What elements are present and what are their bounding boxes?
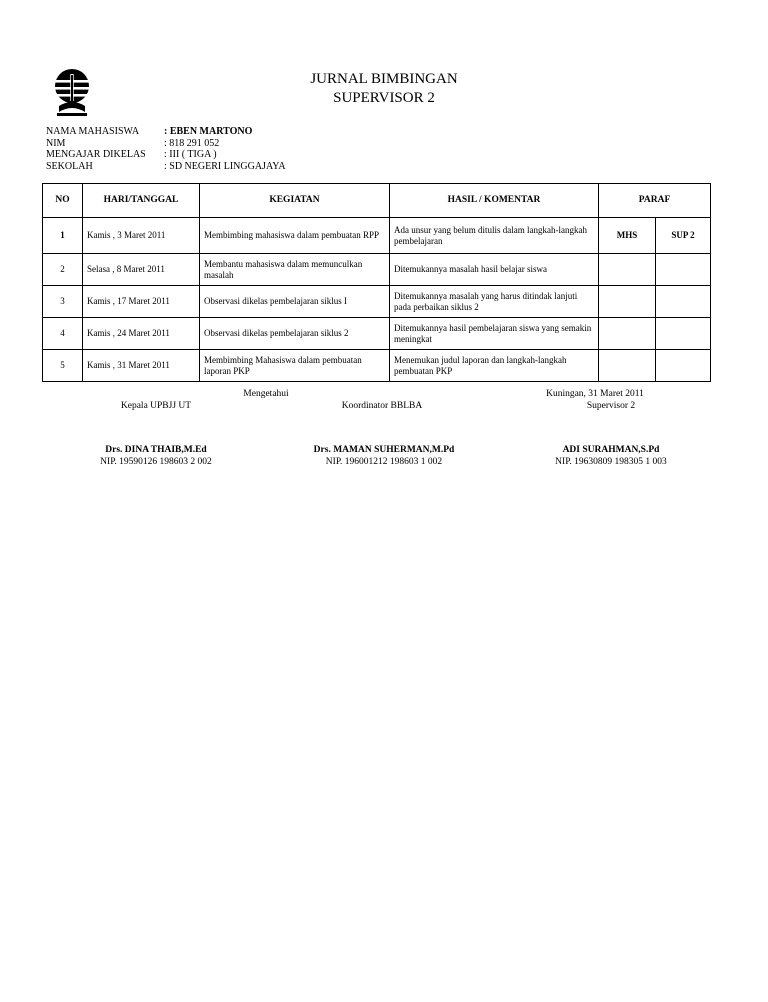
cell-date: Kamis , 17 Maret 2011 — [83, 286, 200, 318]
header-sup: SUP 2 — [656, 218, 711, 254]
middle-role: Koordinator BBLBA — [341, 401, 423, 411]
table-row — [43, 286, 711, 318]
cell-date: Kamis , 3 Maret 2011 — [83, 218, 200, 254]
cell-paraf-mhs — [599, 318, 656, 350]
cell-date: Selasa , 8 Maret 2011 — [83, 254, 200, 286]
title-line-1: JURNAL BIMBINGAN — [310, 71, 458, 87]
header-no: NO — [43, 184, 83, 218]
cell-activity: Membantu mahasiswa dalam memunculkan masalah — [200, 254, 390, 286]
middle-signer-nip: NIP. 196001212 198603 1 002 — [325, 457, 443, 467]
acknowledged-note: Mengetahui — [243, 389, 289, 399]
student-info — [46, 126, 286, 172]
cell-no: 5 — [43, 350, 83, 382]
journal-table — [42, 183, 711, 382]
cell-paraf-sup — [656, 350, 711, 382]
university-logo-icon — [51, 68, 93, 118]
cell-no: 1 — [43, 218, 83, 254]
cell-result: Menemukan judul laporan dan langkah-langkah pembuatan PKP — [390, 350, 599, 382]
cell-no: 2 — [43, 254, 83, 286]
info-value: : SD NEGERI LINGGAJAYA — [164, 160, 286, 172]
left-role: Kepala UPBJJ UT — [120, 401, 192, 411]
left-signer-name: Drs. DINA THAIB,M.Ed — [105, 445, 207, 455]
cell-activity: Observasi dikelas pembelajaran siklus 2 — [200, 318, 390, 350]
table-row — [43, 350, 711, 382]
cell-paraf-sup — [656, 286, 711, 318]
cell-date: Kamis , 24 Maret 2011 — [83, 318, 200, 350]
header-date: HARI/TANGGAL — [83, 184, 200, 218]
cell-paraf-sup — [656, 318, 711, 350]
info-label: NIM — [46, 137, 66, 149]
header-activity: KEGIATAN — [200, 184, 390, 218]
info-label: SEKOLAH — [46, 160, 93, 172]
cell-paraf-sup — [656, 254, 711, 286]
table-header-row — [43, 184, 711, 218]
table-row — [43, 254, 711, 286]
info-row-class — [46, 149, 286, 161]
title-line-2: SUPERVISOR 2 — [333, 90, 435, 106]
cell-paraf-mhs — [599, 286, 656, 318]
cell-no: 3 — [43, 286, 83, 318]
cell-result: Ditemukannya masalah hasil belajar siswa — [390, 254, 599, 286]
table-row — [43, 218, 711, 254]
place-date: Kuningan, 31 Maret 2011 — [546, 389, 644, 399]
cell-result: Ditemukannya hasil pembelajaran siswa yang semakin meningkat — [390, 318, 599, 350]
info-row-school — [46, 161, 286, 173]
info-value: : EBEN MARTONO — [164, 126, 253, 137]
right-signer-name: ADI SURAHMAN,S.Pd — [562, 445, 660, 455]
cell-paraf-mhs — [599, 254, 656, 286]
info-label: MENGAJAR DIKELAS — [46, 149, 146, 161]
info-row-nim — [46, 138, 286, 150]
cell-result: Ditemukannya masalah yang harus ditindak lanjuti pada perbaikan siklus 2 — [390, 286, 599, 318]
cell-result: Ada unsur yang belum ditulis dalam langkah-langkah pembelajaran — [390, 218, 599, 254]
cell-activity: Observasi dikelas pembelajaran siklus I — [200, 286, 390, 318]
table-row — [43, 318, 711, 350]
left-signer-nip: NIP. 19590126 198603 2 002 — [100, 457, 212, 467]
right-signer-nip: NIP. 19630809 198305 1 003 — [555, 457, 667, 467]
right-role: Supervisor 2 — [586, 401, 636, 411]
header-result: HASIL / KOMENTAR — [390, 184, 599, 218]
middle-signer-name: Drs. MAMAN SUHERMAN,M.Pd — [313, 445, 455, 455]
info-label: NAMA MAHASISWA — [46, 126, 140, 137]
cell-paraf-mhs — [599, 350, 656, 382]
cell-activity: Membimbing Mahasiswa dalam pembuatan laporan PKP — [200, 350, 390, 382]
cell-activity: Membimbing mahasiswa dalam pembuatan RPP — [200, 218, 390, 254]
cell-no: 4 — [43, 318, 83, 350]
info-row-name — [46, 126, 286, 138]
header-mhs: MHS — [599, 218, 656, 254]
cell-date: Kamis , 31 Maret 2011 — [83, 350, 200, 382]
info-value: : III ( TIGA ) — [164, 149, 217, 161]
header-paraf: PARAF — [599, 184, 711, 218]
info-value: : 818 291 052 — [164, 137, 220, 149]
